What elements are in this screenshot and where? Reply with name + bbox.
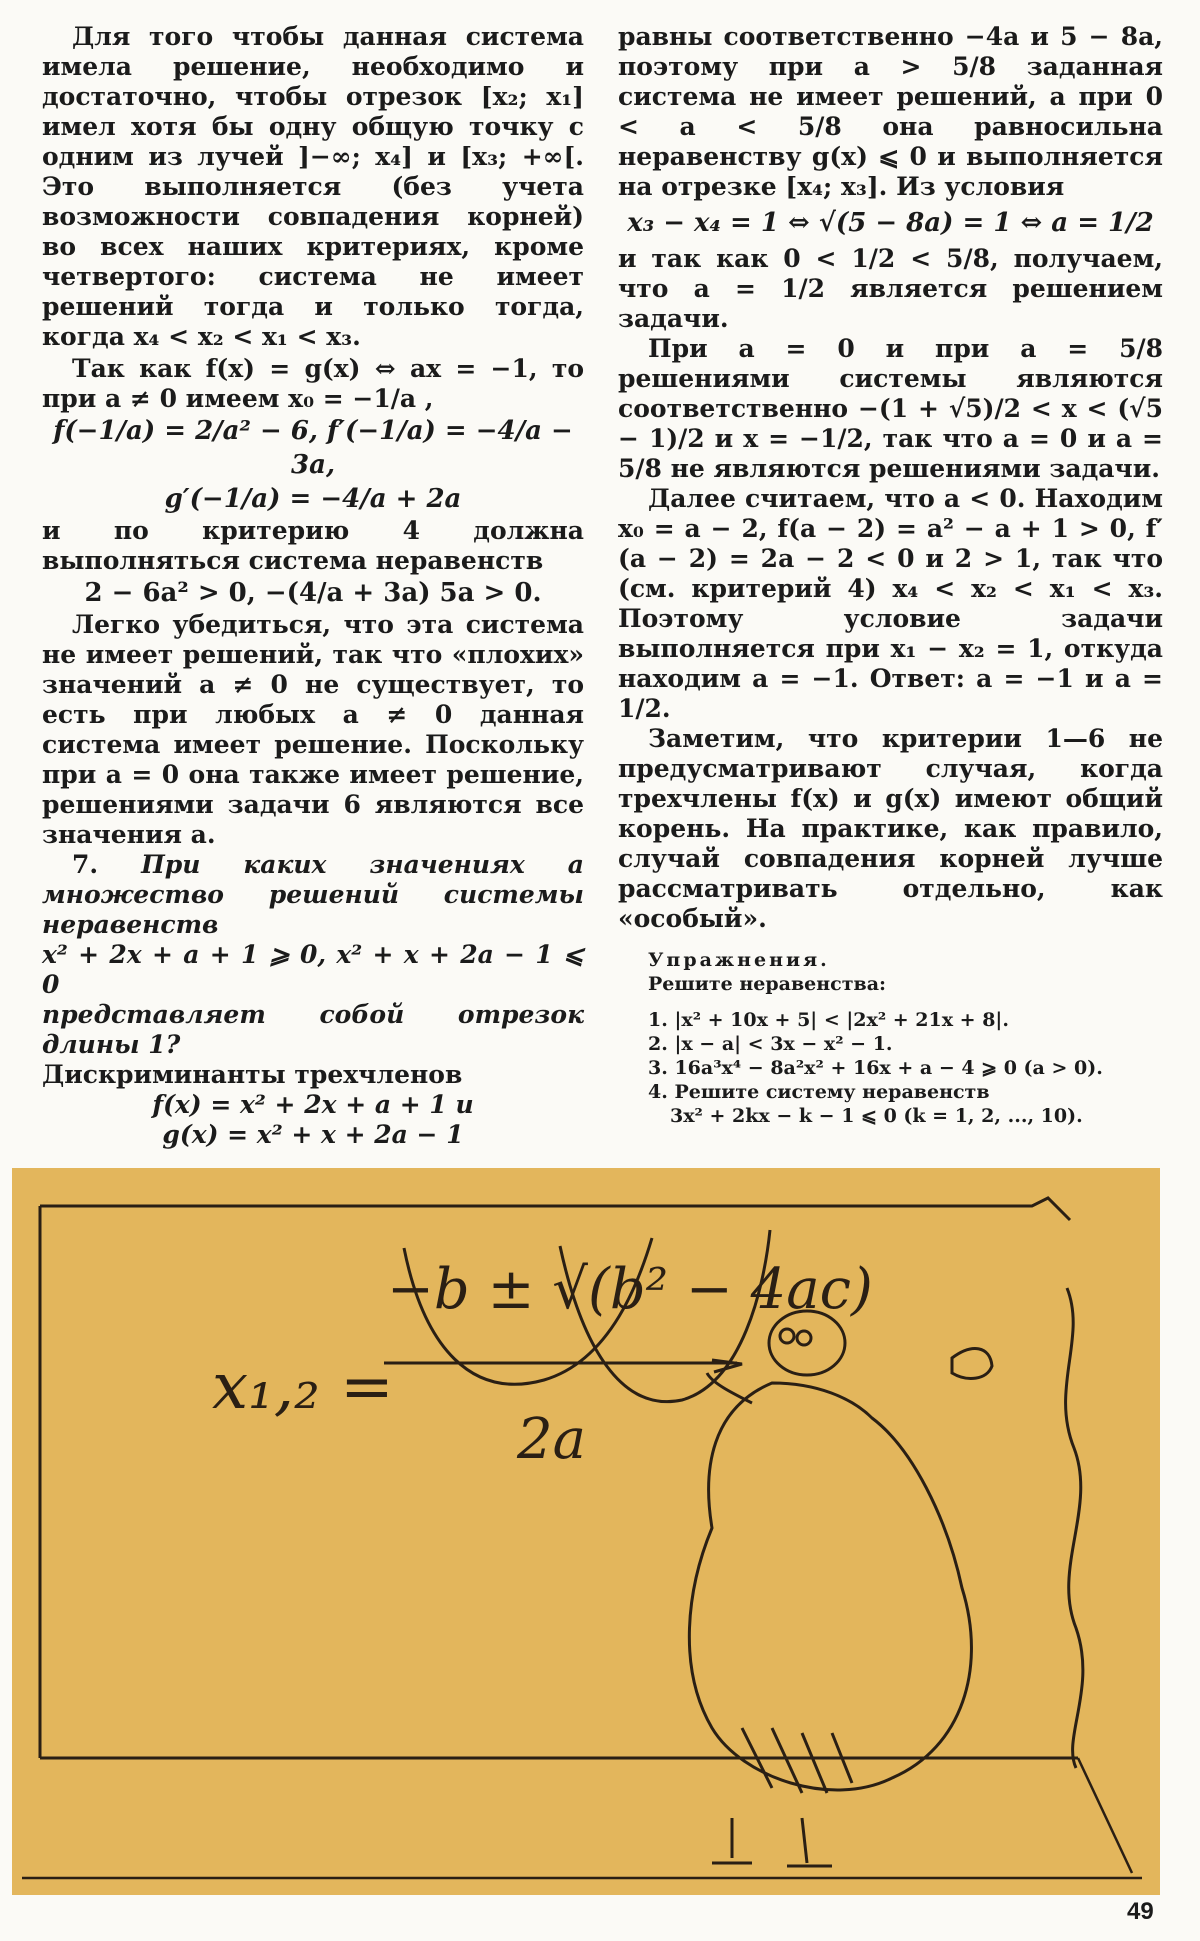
exercise-4-formula: 3x² + 2kx − k − 1 ⩽ 0 (k = 1, 2, ..., 10). [670, 1105, 1083, 1127]
right-paragraph-3: При a = 0 и при a = 5/8 решениями системы являются соответственно −(1 + √5)/2 < x < (√5 − 1)/2 и x = −1/2, так что a = 0 и a = 5/8 не являются решениями задачи. [618, 334, 1163, 483]
cartoon-formula-numerator: −b ± √(b² − 4ac) [387, 1257, 873, 1322]
left-paragraph-3: и по критерию 4 должна выполняться система неравенств [42, 516, 584, 575]
problem-7 [42, 850, 584, 940]
exercises-subtitle: Решите неравенства: [648, 973, 887, 995]
formula-f-values: f(−1/a) = 2/a² − 6, f′(−1/a) = −4/a − 3a, [53, 416, 573, 480]
right-paragraph-1: равны соответственно −4a и 5 − 8a, поэтому при a > 5/8 заданная система не имеет решений, а при 0 < a < 5/8 она равносильна неравенству g(x) ⩽ 0 и выполняется на отрезке [x₄; x₃]. Из условия [618, 22, 1163, 201]
exercise-item: 1. |x² + 10x + 5| < |2x² + 21x + 8|. [648, 1009, 1009, 1031]
cartoon-formula-denominator: 2a [517, 1407, 587, 1472]
right-column [618, 22, 1163, 934]
exercise-item: 2. |x − a| < 3x − x² − 1. [648, 1033, 893, 1055]
cartoon-formula-lhs: x₁,₂ = [212, 1350, 394, 1424]
formula-root-difference: x₃ − x₄ = 1 ⇔ √(5 − 8a) = 1 ⇔ a = 1/2 [627, 208, 1154, 238]
right-paragraph-4: Далее считаем, что a < 0. Находим x₀ = a − 2, f(a − 2) = a² − a + 1 > 0, f′(a − 2) = 2a − 2 < 0 и 2 > 1, так что (см. критерий 4) x₄ < x₂ < x₁ < x₃. Поэтому условие задачи выполняется при x₁ − x₂ = 1, откуда находим a = −1. Ответ: a = −1 и a = 1/2. [618, 484, 1163, 723]
problem-7-text: При каких значениях a множество решений системы неравенств [42, 850, 584, 939]
left-column [42, 22, 584, 1150]
right-paragraph-5: Заметим, что критерии 1—6 не предусматривают случая, когда трехчлены f(x) и g(x) имеют общий корень. На практике, как правило, случай совпадения корней лучше рассматривать отдельно, как «особый». [618, 724, 1163, 933]
formula-g-derivative: g′(−1/a) = −4/a + 2a [164, 484, 462, 514]
formula-g-trinomial: g(x) = x² + x + 2a − 1 [162, 1120, 464, 1149]
exercise-item: 4. Решите систему неравенств [648, 1081, 990, 1103]
exercises-title: Упражнения. [648, 949, 830, 971]
problem-7-number: 7. [72, 850, 99, 879]
left-paragraph-2: Так как f(x) = g(x) ⇔ ax = −1, то при a ≠ 0 имеем x₀ = −1/a , [42, 354, 584, 413]
right-paragraph-2: и так как 0 < 1/2 < 5/8, получаем, что a = 1/2 является решением задачи. [618, 244, 1163, 333]
exercises-block [648, 948, 1168, 1128]
formula-inequality-system: 2 − 6a² > 0, −(4/a + 3a) 5a > 0. [84, 578, 542, 608]
formula-problem-7-system: x² + 2x + a + 1 ⩾ 0, x² + x + 2a − 1 ⩽ 0 [42, 940, 584, 999]
teacher-figure [689, 1311, 992, 1866]
floor-line [22, 1758, 1142, 1878]
problem-7-question: представляет собой отрезок длины 1? [42, 1000, 584, 1059]
cartoon-illustration [12, 1168, 1160, 1895]
left-paragraph-discriminants: Дискриминанты трехчленов [42, 1060, 463, 1089]
exercise-item: 3. 16a³x⁴ − 8a²x² + 16x + a − 4 ⩾ 0 (a > 0). [648, 1057, 1103, 1079]
exercises-list [648, 1008, 1168, 1128]
left-paragraph-1: Для того чтобы данная система имела решение, необходимо и достаточно, чтобы отрезок [x₂; x₁] имел хотя бы одну общую точку с одним из лучей ]−∞; x₄] и [x₃; +∞[. Это выполняется (без учета возможности совпадения корней) во всех наших критериях, кроме четвертого: система не имеет решений тогда и только тогда, когда x₄ < x₂ < x₁ < x₃. [42, 22, 584, 351]
cartoon-drawing [12, 1168, 1160, 1895]
left-paragraph-4: Легко убедиться, что эта система не имеет решений, так что «плохих» значений a ≠ 0 не существует, то есть при любых a ≠ 0 данная система имеет решение. Поскольку при a = 0 она также имеет решение, решениями задачи 6 являются все значения a. [42, 610, 584, 849]
page-number: 49 [1127, 1898, 1154, 1925]
formula-f-trinomial: f(x) = x² + 2x + a + 1 и [152, 1090, 474, 1119]
